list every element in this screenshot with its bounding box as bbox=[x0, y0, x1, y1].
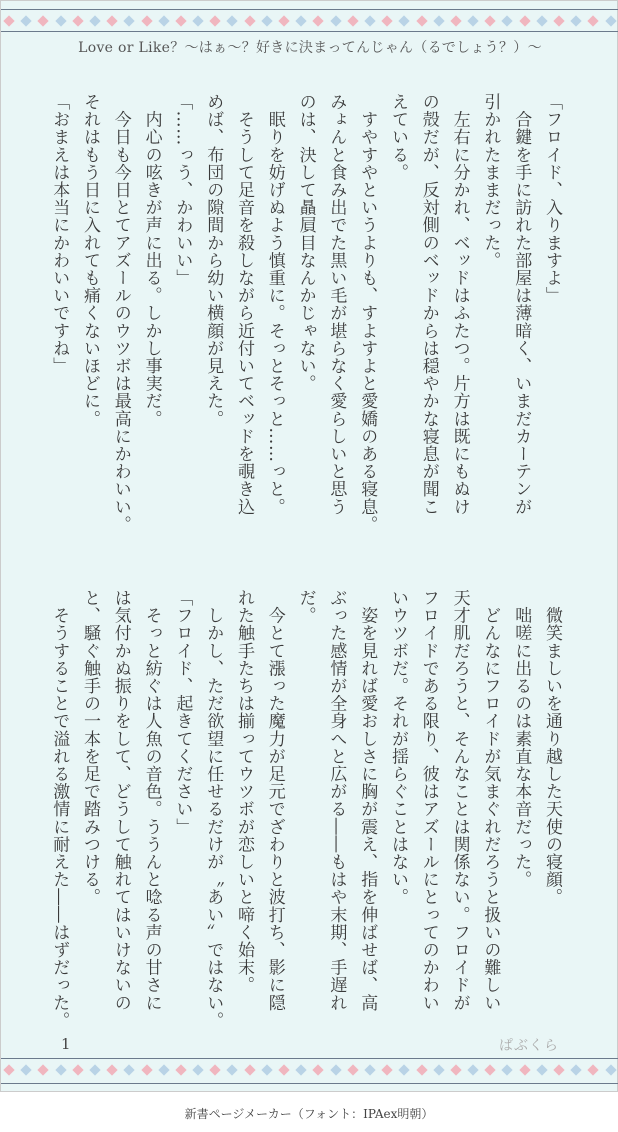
diamond-ornament bbox=[21, 1064, 32, 1075]
diamond-ornament bbox=[536, 15, 547, 26]
text-column: えている。 bbox=[387, 93, 408, 181]
diamond-ornament bbox=[313, 1064, 324, 1075]
text-column: めば、布団の隙間から幼い横顔が見えた。 bbox=[203, 93, 224, 428]
text-column: と、騒ぐ触手の一本を足で踏みつける。 bbox=[79, 589, 100, 906]
diamond-ornament bbox=[588, 15, 599, 26]
text-column: 今日も今日とてアズールのウツボは最高にかわいい。 bbox=[110, 93, 131, 533]
text-column: 「フロイド、入りますよ」 bbox=[541, 93, 562, 305]
diamond-ornament bbox=[141, 15, 152, 26]
diamond-ornament bbox=[330, 15, 341, 26]
text-column: そっと紡ぐは人魚の音色。ううんと唸る声の甘さに bbox=[141, 589, 162, 1012]
diamond-ornament bbox=[519, 1064, 530, 1075]
author-name: ぱぶくら bbox=[499, 1038, 559, 1054]
diamond-ornament bbox=[21, 15, 32, 26]
text-column: れた触手たちは揃ってウツボが恋しいと啼く始末。 bbox=[233, 589, 254, 994]
diamond-ornament bbox=[227, 1064, 238, 1075]
diamond-ornament bbox=[467, 1064, 478, 1075]
text-column: みょんと食み出でた黒い毛が堪らなく愛らしいと思う bbox=[326, 93, 347, 516]
diamond-ornament bbox=[553, 15, 564, 26]
diamond-ornament bbox=[381, 15, 392, 26]
page-running-head: Love or Like？〜はぁ〜？好きに決まってんじゃん（るでしょう？）〜 bbox=[78, 40, 542, 56]
diamond-ornament bbox=[296, 1064, 307, 1075]
text-column: そうして足音を殺しながら近付いてベッドを覗き込 bbox=[233, 93, 254, 516]
text-column: フロイドである限り、彼はアズールにとってのかわい bbox=[418, 589, 439, 1012]
diamond-ornament bbox=[605, 15, 616, 26]
diamond-ornament bbox=[38, 15, 49, 26]
top-rule-outer bbox=[1, 9, 618, 10]
diamond-ornament bbox=[433, 1064, 444, 1075]
text-column: 咄嗟に出るのは素直な本音だった。 bbox=[511, 589, 532, 889]
text-column: ぶった感情が全身へと広がる――もはや末期、手遅れ bbox=[326, 589, 347, 1012]
diamond-ornament bbox=[192, 1064, 203, 1075]
diamond-ornament bbox=[278, 1064, 289, 1075]
text-column: 「おまえは本当にかわいいですね」 bbox=[49, 93, 70, 375]
diamond-ornament bbox=[416, 1064, 427, 1075]
diamond-ornament bbox=[399, 15, 410, 26]
diamond-ornament bbox=[364, 15, 375, 26]
diamond-ornament bbox=[210, 15, 221, 26]
diamond-ornament bbox=[141, 1064, 152, 1075]
diamond-ornament bbox=[519, 15, 530, 26]
diamond-ornament bbox=[553, 1064, 564, 1075]
diamond-ornament bbox=[571, 15, 582, 26]
diamond-ornament bbox=[38, 1064, 49, 1075]
diamond-ornament bbox=[261, 15, 272, 26]
diamond-ornament bbox=[467, 15, 478, 26]
page-number: 1 bbox=[61, 1035, 71, 1053]
text-column: 内心の呟きが声に出る。しかし事実だ。 bbox=[141, 93, 162, 428]
text-column: のは、決して贔屓目なんかじゃない。 bbox=[295, 93, 316, 393]
diamond-ornament bbox=[227, 15, 238, 26]
diamond-ornament bbox=[399, 1064, 410, 1075]
text-column: 「……っう、かわいい」 bbox=[172, 93, 193, 287]
diamond-ornament bbox=[89, 1064, 100, 1075]
bottom-rule-outer bbox=[1, 1083, 618, 1084]
bottom-rule-inner bbox=[1, 1058, 618, 1059]
diamond-ornament bbox=[261, 1064, 272, 1075]
diamond-ornament bbox=[347, 15, 358, 26]
diamond-ornament bbox=[55, 15, 66, 26]
text-column: すやすやというよりも、すよすよと愛嬌のある寝息。 bbox=[357, 93, 378, 533]
diamond-ornament bbox=[3, 1064, 14, 1075]
text-column: だ。 bbox=[295, 589, 316, 625]
diamond-ornament bbox=[502, 15, 513, 26]
diamond-ornament bbox=[450, 1064, 461, 1075]
diamond-ornament bbox=[89, 15, 100, 26]
diamond-ornament bbox=[158, 1064, 169, 1075]
text-column: 微笑ましいを通り越した天使の寝顔。 bbox=[541, 589, 562, 906]
diamond-ornament bbox=[296, 15, 307, 26]
diamond-ornament bbox=[381, 1064, 392, 1075]
diamond-ornament bbox=[278, 15, 289, 26]
text-column: しかし、ただ欲望に任せるだけが〝あい〟ではない。 bbox=[203, 589, 224, 1029]
diamond-ornament bbox=[244, 15, 255, 26]
diamond-ornament bbox=[106, 1064, 117, 1075]
text-column: 左右に分かれ、ベッドはふたつ。片方は既にもぬけ bbox=[449, 93, 470, 516]
text-column: 合鍵を手に訪れた部屋は薄暗く、いまだカーテンが bbox=[511, 93, 532, 516]
diamond-ornament bbox=[450, 15, 461, 26]
diamond-ornament bbox=[502, 1064, 513, 1075]
diamond-ornament bbox=[3, 15, 14, 26]
diamond-ornament bbox=[536, 1064, 547, 1075]
diamond-ornament bbox=[72, 15, 83, 26]
diamond-ornament bbox=[605, 1064, 616, 1075]
diamond-ornament bbox=[244, 1064, 255, 1075]
diamond-ornament bbox=[124, 1064, 135, 1075]
page-maker-credit: 新書ページメーカー（フォント：IPAex明朝） bbox=[184, 1107, 434, 1121]
text-column: 今とて漲った魔力が足元でざわりと波打ち、影に隠 bbox=[264, 589, 285, 1012]
diamond-ornament bbox=[210, 1064, 221, 1075]
top-diamond-border bbox=[3, 15, 617, 27]
diamond-ornament bbox=[588, 1064, 599, 1075]
diamond-ornament bbox=[364, 1064, 375, 1075]
diamond-ornament bbox=[485, 1064, 496, 1075]
text-column: 天才肌だろうと、そんなことは関係ない。フロイドが bbox=[449, 589, 470, 1012]
diamond-ornament bbox=[433, 15, 444, 26]
diamond-ornament bbox=[192, 15, 203, 26]
diamond-ornament bbox=[485, 15, 496, 26]
diamond-ornament bbox=[106, 15, 117, 26]
top-rule-inner bbox=[1, 31, 618, 32]
diamond-ornament bbox=[313, 15, 324, 26]
diamond-ornament bbox=[175, 1064, 186, 1075]
diamond-ornament bbox=[571, 1064, 582, 1075]
text-column: 眠りを妨げぬよう慎重に。そっとそっと……っと。 bbox=[264, 93, 285, 516]
bottom-diamond-border bbox=[3, 1064, 617, 1076]
text-column: どんなにフロイドが気まぐれだろうと扱いの難しい bbox=[480, 589, 501, 1012]
text-column: 姿を見れば愛おしさに胸が震え、指を伸ばせば、高 bbox=[357, 589, 378, 1012]
text-column: 「フロイド、起きてください」 bbox=[172, 589, 193, 836]
diamond-ornament bbox=[55, 1064, 66, 1075]
text-column: の殻だが、反対側のベッドからは穏やかな寝息が聞こ bbox=[418, 93, 439, 516]
text-column: 引かれたままだった。 bbox=[480, 93, 501, 269]
diamond-ornament bbox=[72, 1064, 83, 1075]
text-column: いウツボだ。それが揺らぐことはない。 bbox=[387, 589, 408, 906]
diamond-ornament bbox=[175, 15, 186, 26]
text-column: は気付かぬ振りをして、どうして触れてはいけないの bbox=[110, 589, 131, 1012]
diamond-ornament bbox=[416, 15, 427, 26]
diamond-ornament bbox=[158, 15, 169, 26]
diamond-ornament bbox=[330, 1064, 341, 1075]
text-column: それはもう日に入れても痛くないほどに。 bbox=[79, 93, 100, 428]
diamond-ornament bbox=[124, 15, 135, 26]
diamond-ornament bbox=[347, 1064, 358, 1075]
text-column: そうすることで溢れる激情に耐えた――はずだった。 bbox=[49, 589, 70, 1029]
